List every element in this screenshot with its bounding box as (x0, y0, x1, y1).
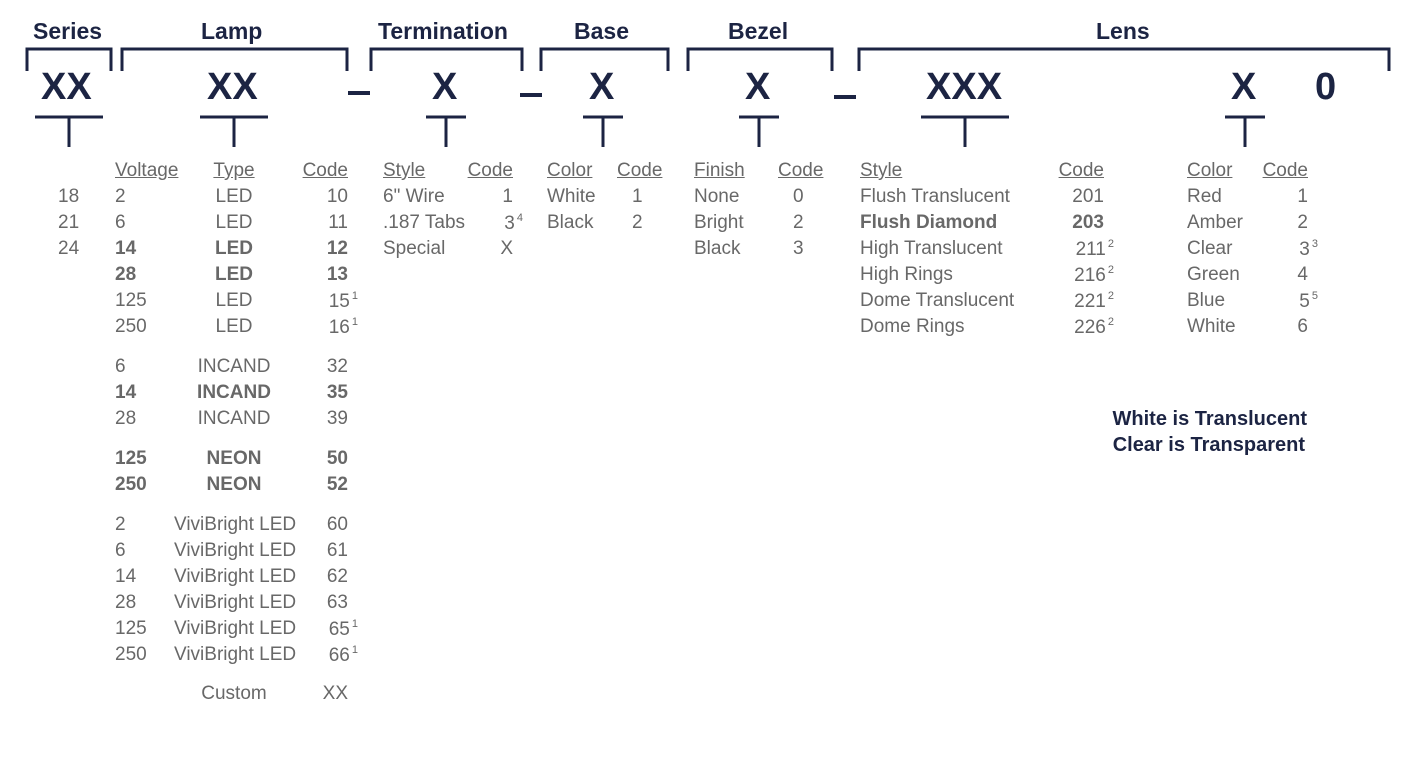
lamp-voltage: 14 (115, 238, 137, 259)
header-series: Series (33, 18, 103, 44)
lens-color-code: 1 (1297, 186, 1308, 207)
lamp-voltage: 14 (115, 382, 137, 403)
lens-style-name: High Rings (860, 264, 953, 285)
lamp-type: INCAND (197, 356, 271, 377)
lamp-voltage: 14 (115, 566, 137, 587)
termination-header-style: Style (383, 160, 426, 181)
lamp-voltage: 250 (115, 644, 147, 665)
lens-style-code: 216 $^2$ (1074, 264, 1114, 286)
lamp-code: 62 (326, 566, 348, 587)
lamp-code: 39 (326, 408, 348, 429)
lens-color-code: 2 (1297, 212, 1308, 233)
lamp-voltage: 6 (115, 212, 126, 233)
lens-color-name: Red (1187, 186, 1222, 207)
lens-style-code: 221 $^2$ (1074, 290, 1114, 312)
note-white: White is Translucent (1112, 408, 1307, 430)
header-base: Base (574, 18, 629, 44)
lens-color-code: 5 $^5$ (1299, 290, 1318, 312)
lamp-voltage: 250 (115, 316, 147, 337)
lens-style-name: Dome Rings (860, 316, 965, 337)
bezel-finish: None (694, 186, 740, 207)
lamp-code: 12 (326, 238, 348, 259)
lamp-voltage: 125 (115, 290, 147, 311)
lamp-code: 61 (326, 540, 348, 561)
lens-color-name: Amber (1187, 212, 1243, 233)
lamp-header-type: Type (213, 160, 255, 181)
lamp-voltage: 28 (115, 592, 137, 613)
lamp-type: ViviBright LED (174, 540, 297, 561)
code-base: X (589, 66, 615, 108)
lens-color-code: 3 $^3$ (1299, 238, 1318, 260)
lens-style-header-style: Style (860, 160, 903, 181)
bezel-finish: Bright (694, 212, 744, 233)
lens-style-name: Dome Translucent (860, 290, 1015, 311)
code-lamp: XX (207, 66, 258, 108)
lamp-code: 60 (326, 514, 348, 535)
lens-color-code: 4 (1297, 264, 1308, 285)
lamp-type: ViviBright LED (174, 618, 297, 639)
lamp-type: LED (215, 186, 253, 207)
base-color: White (547, 186, 596, 207)
lens-color-name: Clear (1187, 238, 1233, 259)
termination-code: 3 $^4$ (504, 212, 523, 234)
base-header-code: Code (617, 160, 663, 181)
lamp-type: NEON (206, 474, 262, 495)
base-color: Black (547, 212, 594, 233)
lamp-type: ViviBright LED (174, 592, 297, 613)
lamp-code: 65 $^1$ (328, 618, 358, 640)
lens-style-name: Flush Translucent (860, 186, 1010, 207)
code-bezel: X (745, 66, 771, 108)
lamp-voltage: 6 (115, 540, 126, 561)
lamp-type: INCAND (197, 382, 271, 403)
lamp-type: INCAND (197, 408, 271, 429)
separator-dash-2 (520, 93, 542, 97)
termination-header-code: Code (467, 160, 513, 181)
separator-dash-3 (834, 95, 856, 99)
bezel-finish: Black (694, 238, 741, 259)
lamp-code: 63 (326, 592, 348, 613)
termination-code: X (500, 238, 513, 259)
lamp-code: 11 (328, 212, 348, 233)
lamp-custom-type: Custom (201, 683, 267, 704)
code-suffix: 0 (1315, 66, 1337, 108)
lamp-voltage: 28 (115, 408, 137, 429)
separator-dash-1 (348, 91, 370, 95)
lamp-voltage: 250 (115, 474, 147, 495)
lamp-custom-code: XX (322, 683, 348, 704)
lamp-voltage: 2 (115, 186, 126, 207)
termination-code: 1 (502, 186, 513, 207)
series-value: 21 (58, 212, 80, 233)
bezel-header-code: Code (778, 160, 824, 181)
lens-color-header-color: Color (1187, 160, 1233, 181)
lamp-type: ViviBright LED (174, 644, 297, 665)
lamp-type: LED (215, 238, 253, 259)
code-lens-style: XXX (926, 66, 1003, 108)
lamp-code: 15 $^1$ (328, 290, 358, 312)
header-lamp: Lamp (201, 18, 263, 44)
lamp-code: 35 (326, 382, 348, 403)
lamp-code: 10 (326, 186, 348, 207)
header-bezel: Bezel (728, 18, 789, 44)
lamp-type: LED (215, 212, 253, 233)
bezel-code: 3 (793, 238, 804, 259)
lamp-code: 66 $^1$ (328, 644, 358, 666)
lens-color-name: Blue (1187, 290, 1226, 311)
lamp-voltage: 2 (115, 514, 126, 535)
lens-color-header-code: Code (1262, 160, 1308, 181)
base-code: 2 (632, 212, 643, 233)
series-value: 18 (58, 186, 80, 207)
lens-style-header-code: Code (1058, 160, 1104, 181)
code-termination: X (432, 66, 458, 108)
lamp-header-code: Code (302, 160, 348, 181)
termination-style: 6" Wire (383, 186, 445, 207)
lens-style-code: 211 $^2$ (1075, 238, 1114, 260)
lamp-voltage: 28 (115, 264, 137, 285)
lens-style-code: 203 (1072, 212, 1104, 233)
termination-style: Special (383, 238, 446, 259)
lamp-voltage: 125 (115, 618, 147, 639)
lamp-voltage: 6 (115, 356, 126, 377)
series-value: 24 (58, 238, 80, 259)
lamp-code: 16 $^1$ (328, 316, 358, 338)
note-clear: Clear is Transparent (1112, 434, 1305, 456)
bezel-code: 0 (793, 186, 804, 207)
lamp-code: 32 (326, 356, 348, 377)
base-header-color: Color (547, 160, 593, 181)
lamp-type: ViviBright LED (174, 514, 297, 535)
lamp-voltage: 125 (115, 448, 147, 469)
lamp-type: ViviBright LED (174, 566, 297, 587)
header-termination: Termination (378, 18, 508, 44)
lamp-type: LED (215, 290, 253, 311)
bezel-code: 2 (793, 212, 804, 233)
lens-color-name: Green (1187, 264, 1240, 285)
header-lens: Lens (1096, 18, 1150, 44)
lens-color-name: White (1187, 316, 1236, 337)
lamp-code: 52 (326, 474, 348, 495)
lamp-code: 50 (326, 448, 348, 469)
lens-style-name: High Translucent (860, 238, 1003, 259)
code-lens-color: X (1231, 66, 1257, 108)
lamp-type: LED (215, 264, 253, 285)
lens-style-code: 201 (1072, 186, 1104, 207)
bezel-header-finish: Finish (694, 160, 745, 181)
termination-style: .187 Tabs (383, 212, 466, 233)
base-code: 1 (632, 186, 643, 207)
lens-color-code: 6 (1297, 316, 1308, 337)
lens-style-name: Flush Diamond (860, 212, 998, 233)
lamp-header-voltage: Voltage (115, 160, 179, 181)
lamp-type: LED (215, 316, 253, 337)
lens-style-code: 226 $^2$ (1074, 316, 1114, 338)
code-series: XX (41, 66, 92, 108)
lamp-type: NEON (206, 448, 262, 469)
lamp-code: 13 (326, 264, 348, 285)
